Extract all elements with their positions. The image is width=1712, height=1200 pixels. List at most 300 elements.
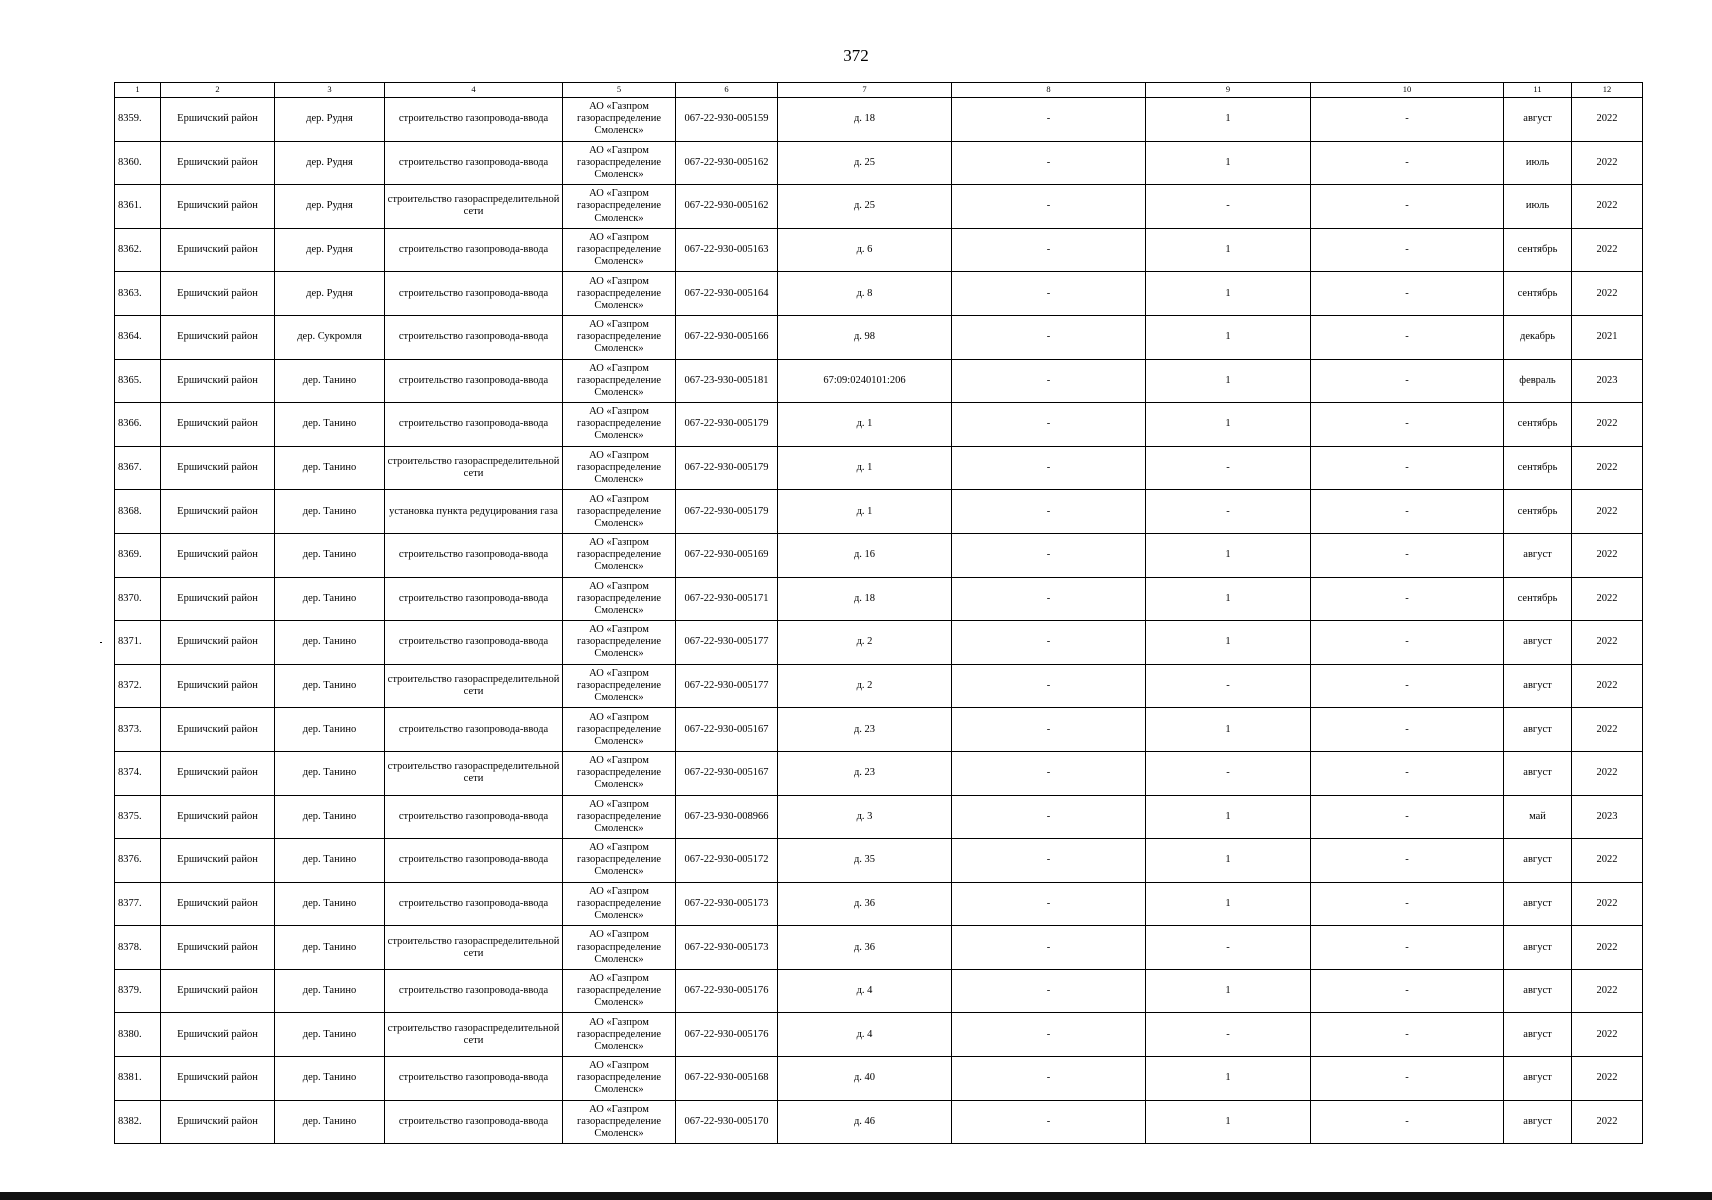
table-cell-col-11: сентябрь (1504, 446, 1572, 490)
table-cell-col-3: дер. Танино (275, 882, 385, 926)
table-cell-col-9: - (1146, 185, 1311, 229)
registry-table (114, 82, 1643, 1144)
table-cell-col-1: 8362. (115, 228, 161, 272)
column-header-3: 3 (275, 83, 385, 98)
table-cell-col-6: 067-22-930-005176 (676, 1013, 778, 1057)
table-cell-col-12: 2022 (1572, 751, 1643, 795)
table-cell-col-9: 1 (1146, 708, 1311, 752)
table-cell-col-2: Ершичский район (161, 577, 275, 621)
table-cell-col-12: 2022 (1572, 621, 1643, 665)
table-row (115, 839, 1643, 883)
table-cell-col-12: 2022 (1572, 98, 1643, 142)
table-cell-col-2: Ершичский район (161, 228, 275, 272)
table-cell-col-10: - (1311, 141, 1504, 185)
table-cell-col-8: - (952, 141, 1146, 185)
table-cell-col-10: - (1311, 577, 1504, 621)
table-cell-col-4: строительство газораспределительной сети (385, 446, 563, 490)
table-cell-col-10: - (1311, 621, 1504, 665)
table-row (115, 185, 1643, 229)
table-cell-col-4: строительство газопровода-ввода (385, 795, 563, 839)
table-cell-col-6: 067-22-930-005171 (676, 577, 778, 621)
table-cell-col-10: - (1311, 882, 1504, 926)
table-cell-col-4: строительство газопровода-ввода (385, 315, 563, 359)
table-cell-col-11: август (1504, 839, 1572, 883)
table-row (115, 751, 1643, 795)
table-cell-col-3: дер. Рудня (275, 228, 385, 272)
table-cell-col-10: - (1311, 228, 1504, 272)
table-cell-col-9: 1 (1146, 359, 1311, 403)
table-cell-col-8: - (952, 533, 1146, 577)
table-cell-col-12: 2022 (1572, 490, 1643, 534)
table-cell-col-11: август (1504, 621, 1572, 665)
table-cell-col-11: февраль (1504, 359, 1572, 403)
table-cell-col-6: 067-23-930-008966 (676, 795, 778, 839)
column-header-9: 9 (1146, 83, 1311, 98)
table-cell-col-7: д. 1 (778, 490, 952, 534)
table-cell-col-6: 067-22-930-005164 (676, 272, 778, 316)
column-header-2: 2 (161, 83, 275, 98)
table-cell-col-6: 067-22-930-005179 (676, 446, 778, 490)
table-cell-col-10: - (1311, 751, 1504, 795)
table-cell-col-2: Ершичский район (161, 490, 275, 534)
table-cell-col-4: строительство газопровода-ввода (385, 882, 563, 926)
table-cell-col-5: АО «Газпром газораспределение Смоленск» (563, 969, 676, 1013)
table-cell-col-1: 8365. (115, 359, 161, 403)
table-cell-col-12: 2022 (1572, 141, 1643, 185)
table-cell-col-3: дер. Сукромля (275, 315, 385, 359)
table-cell-col-2: Ершичский район (161, 446, 275, 490)
table-cell-col-2: Ершичский район (161, 1057, 275, 1101)
table-cell-col-10: - (1311, 490, 1504, 534)
table-cell-col-6: 067-22-930-005177 (676, 621, 778, 665)
table-cell-col-3: дер. Танино (275, 359, 385, 403)
table-cell-col-7: д. 25 (778, 141, 952, 185)
table-cell-col-3: дер. Рудня (275, 141, 385, 185)
table-cell-col-11: август (1504, 533, 1572, 577)
table-cell-col-8: - (952, 926, 1146, 970)
table-row (115, 664, 1643, 708)
table-row (115, 490, 1643, 534)
table-cell-col-7: д. 6 (778, 228, 952, 272)
table-cell-col-6: 067-22-930-005173 (676, 926, 778, 970)
table-body (115, 98, 1643, 1144)
table-cell-col-12: 2022 (1572, 577, 1643, 621)
table-cell-col-9: 1 (1146, 403, 1311, 447)
table-cell-col-5: АО «Газпром газораспределение Смоленск» (563, 882, 676, 926)
table-cell-col-3: дер. Танино (275, 926, 385, 970)
table-cell-col-11: май (1504, 795, 1572, 839)
table-cell-col-2: Ершичский район (161, 621, 275, 665)
table-row (115, 403, 1643, 447)
table-cell-col-7: д. 4 (778, 1013, 952, 1057)
table-cell-col-6: 067-22-930-005168 (676, 1057, 778, 1101)
table-cell-col-9: 1 (1146, 1057, 1311, 1101)
table-cell-col-10: - (1311, 708, 1504, 752)
table-cell-col-2: Ершичский район (161, 272, 275, 316)
table-cell-col-6: 067-22-930-005166 (676, 315, 778, 359)
table-cell-col-1: 8372. (115, 664, 161, 708)
table-cell-col-11: август (1504, 1100, 1572, 1144)
table-cell-col-1: 8374. (115, 751, 161, 795)
table-cell-col-7: д. 1 (778, 446, 952, 490)
table-cell-col-4: строительство газопровода-ввода (385, 272, 563, 316)
table-cell-col-7: д. 18 (778, 98, 952, 142)
table-cell-col-7: 67:09:0240101:206 (778, 359, 952, 403)
table-cell-col-1: 8380. (115, 1013, 161, 1057)
table-cell-col-10: - (1311, 446, 1504, 490)
table-cell-col-9: 1 (1146, 228, 1311, 272)
table-cell-col-6: 067-22-930-005177 (676, 664, 778, 708)
table-cell-col-9: 1 (1146, 533, 1311, 577)
table-cell-col-8: - (952, 795, 1146, 839)
table-cell-col-12: 2022 (1572, 446, 1643, 490)
table-cell-col-6: 067-22-930-005169 (676, 533, 778, 577)
table-cell-col-8: - (952, 403, 1146, 447)
table-cell-col-7: д. 98 (778, 315, 952, 359)
table-cell-col-2: Ершичский район (161, 969, 275, 1013)
table-cell-col-1: 8379. (115, 969, 161, 1013)
table-cell-col-11: август (1504, 708, 1572, 752)
table-cell-col-9: 1 (1146, 577, 1311, 621)
table-cell-col-10: - (1311, 1013, 1504, 1057)
table-cell-col-5: АО «Газпром газораспределение Смоленск» (563, 664, 676, 708)
table-cell-col-12: 2022 (1572, 839, 1643, 883)
table-cell-col-4: строительство газораспределительной сети (385, 1013, 563, 1057)
table-cell-col-4: строительство газопровода-ввода (385, 577, 563, 621)
table-cell-col-2: Ершичский район (161, 708, 275, 752)
table-cell-col-8: - (952, 577, 1146, 621)
table-cell-col-12: 2022 (1572, 533, 1643, 577)
table-cell-col-10: - (1311, 315, 1504, 359)
table-cell-col-5: АО «Газпром газораспределение Смоленск» (563, 272, 676, 316)
table-cell-col-3: дер. Танино (275, 1100, 385, 1144)
column-header-5: 5 (563, 83, 676, 98)
table-cell-col-3: дер. Рудня (275, 98, 385, 142)
table-cell-col-1: 8378. (115, 926, 161, 970)
table-cell-col-8: - (952, 1100, 1146, 1144)
table-cell-col-5: АО «Газпром газораспределение Смоленск» (563, 359, 676, 403)
table-cell-col-7: д. 25 (778, 185, 952, 229)
table-cell-col-2: Ершичский район (161, 882, 275, 926)
table-cell-col-3: дер. Танино (275, 446, 385, 490)
table-cell-col-9: 1 (1146, 1100, 1311, 1144)
table-cell-col-1: 8369. (115, 533, 161, 577)
table-cell-col-3: дер. Танино (275, 1013, 385, 1057)
table-cell-col-4: строительство газопровода-ввода (385, 1057, 563, 1101)
table-cell-col-2: Ершичский район (161, 1013, 275, 1057)
table-cell-col-12: 2022 (1572, 1057, 1643, 1101)
table-cell-col-5: АО «Газпром газораспределение Смоленск» (563, 1013, 676, 1057)
table-cell-col-8: - (952, 315, 1146, 359)
table-cell-col-11: август (1504, 969, 1572, 1013)
table-cell-col-7: д. 8 (778, 272, 952, 316)
table-cell-col-8: - (952, 228, 1146, 272)
table-cell-col-3: дер. Танино (275, 664, 385, 708)
table-cell-col-8: - (952, 1013, 1146, 1057)
table-cell-col-8: - (952, 359, 1146, 403)
table-cell-col-1: 8375. (115, 795, 161, 839)
table-cell-col-11: август (1504, 98, 1572, 142)
table-cell-col-6: 067-22-930-005159 (676, 98, 778, 142)
table-cell-col-10: - (1311, 926, 1504, 970)
table-cell-col-12: 2023 (1572, 359, 1643, 403)
table-cell-col-10: - (1311, 795, 1504, 839)
table-cell-col-8: - (952, 98, 1146, 142)
table-cell-col-1: 8367. (115, 446, 161, 490)
table-cell-col-3: дер. Танино (275, 490, 385, 534)
table-row (115, 969, 1643, 1013)
table-row (115, 359, 1643, 403)
table-cell-col-2: Ершичский район (161, 664, 275, 708)
table-cell-col-3: дер. Танино (275, 621, 385, 665)
table-cell-col-1: 8368. (115, 490, 161, 534)
table-cell-col-4: строительство газопровода-ввода (385, 98, 563, 142)
table-cell-col-1: 8381. (115, 1057, 161, 1101)
table-cell-col-12: 2023 (1572, 795, 1643, 839)
table-cell-col-12: 2022 (1572, 272, 1643, 316)
table-cell-col-4: строительство газопровода-ввода (385, 1100, 563, 1144)
table-cell-col-9: - (1146, 1013, 1311, 1057)
table-cell-col-4: строительство газопровода-ввода (385, 969, 563, 1013)
table-cell-col-7: д. 18 (778, 577, 952, 621)
table-cell-col-5: АО «Газпром газораспределение Смоленск» (563, 795, 676, 839)
table-cell-col-4: строительство газопровода-ввода (385, 403, 563, 447)
table-cell-col-11: август (1504, 926, 1572, 970)
table-cell-col-3: дер. Танино (275, 708, 385, 752)
table-cell-col-7: д. 1 (778, 403, 952, 447)
table-cell-col-8: - (952, 751, 1146, 795)
table-row (115, 621, 1643, 665)
table-row (115, 141, 1643, 185)
table-header (115, 83, 1643, 98)
table-cell-col-5: АО «Газпром газораспределение Смоленск» (563, 708, 676, 752)
table-cell-col-10: - (1311, 272, 1504, 316)
table-cell-col-10: - (1311, 359, 1504, 403)
table-cell-col-1: 8364. (115, 315, 161, 359)
table-row (115, 926, 1643, 970)
table-cell-col-7: д. 16 (778, 533, 952, 577)
table-cell-col-1: 8361. (115, 185, 161, 229)
table-cell-col-11: сентябрь (1504, 490, 1572, 534)
table-cell-col-1: 8363. (115, 272, 161, 316)
table-cell-col-3: дер. Танино (275, 577, 385, 621)
table-cell-col-1: 8382. (115, 1100, 161, 1144)
table-cell-col-6: 067-22-930-005179 (676, 490, 778, 534)
table-cell-col-4: строительство газопровода-ввода (385, 708, 563, 752)
table-cell-col-6: 067-22-930-005163 (676, 228, 778, 272)
table-cell-col-10: - (1311, 185, 1504, 229)
table-row (115, 1057, 1643, 1101)
table-cell-col-5: АО «Газпром газораспределение Смоленск» (563, 751, 676, 795)
table-cell-col-7: д. 2 (778, 621, 952, 665)
table-cell-col-2: Ершичский район (161, 1100, 275, 1144)
table-cell-col-5: АО «Газпром газораспределение Смоленск» (563, 315, 676, 359)
table-cell-col-9: 1 (1146, 315, 1311, 359)
table-cell-col-5: АО «Газпром газораспределение Смоленск» (563, 839, 676, 883)
table-cell-col-2: Ершичский район (161, 403, 275, 447)
table-cell-col-3: дер. Танино (275, 795, 385, 839)
table-cell-col-3: дер. Рудня (275, 185, 385, 229)
table-row (115, 272, 1643, 316)
table-cell-col-8: - (952, 490, 1146, 534)
table-cell-col-9: 1 (1146, 795, 1311, 839)
table-cell-col-3: дер. Танино (275, 403, 385, 447)
table-cell-col-7: д. 40 (778, 1057, 952, 1101)
table-cell-col-8: - (952, 272, 1146, 316)
table-cell-col-10: - (1311, 98, 1504, 142)
table-cell-col-5: АО «Газпром газораспределение Смоленск» (563, 926, 676, 970)
table-cell-col-3: дер. Танино (275, 969, 385, 1013)
table-cell-col-6: 067-23-930-005181 (676, 359, 778, 403)
scan-mark (100, 642, 102, 643)
table-cell-col-12: 2022 (1572, 926, 1643, 970)
table-cell-col-9: 1 (1146, 272, 1311, 316)
table-row (115, 98, 1643, 142)
table-cell-col-1: 8376. (115, 839, 161, 883)
table-cell-col-10: - (1311, 1100, 1504, 1144)
table-cell-col-1: 8359. (115, 98, 161, 142)
column-header-4: 4 (385, 83, 563, 98)
table-cell-col-10: - (1311, 1057, 1504, 1101)
table-cell-col-5: АО «Газпром газораспределение Смоленск» (563, 533, 676, 577)
table-cell-col-5: АО «Газпром газораспределение Смоленск» (563, 577, 676, 621)
table-cell-col-5: АО «Газпром газораспределение Смоленск» (563, 490, 676, 534)
table-cell-col-9: 1 (1146, 621, 1311, 665)
table-cell-col-5: АО «Газпром газораспределение Смоленск» (563, 1100, 676, 1144)
table-cell-col-5: АО «Газпром газораспределение Смоленск» (563, 141, 676, 185)
column-header-6: 6 (676, 83, 778, 98)
table-cell-col-12: 2022 (1572, 1100, 1643, 1144)
table-cell-col-1: 8371. (115, 621, 161, 665)
table-cell-col-12: 2022 (1572, 882, 1643, 926)
table-row (115, 228, 1643, 272)
table-cell-col-3: дер. Танино (275, 839, 385, 883)
table-cell-col-10: - (1311, 664, 1504, 708)
table-cell-col-6: 067-22-930-005162 (676, 141, 778, 185)
table-cell-col-8: - (952, 708, 1146, 752)
table-cell-col-7: д. 35 (778, 839, 952, 883)
table-cell-col-5: АО «Газпром газораспределение Смоленск» (563, 1057, 676, 1101)
table-cell-col-11: сентябрь (1504, 228, 1572, 272)
table-row (115, 533, 1643, 577)
table-cell-col-8: - (952, 664, 1146, 708)
table-cell-col-11: декабрь (1504, 315, 1572, 359)
column-header-1: 1 (115, 83, 161, 98)
table-row (115, 1100, 1643, 1144)
table-cell-col-2: Ершичский район (161, 795, 275, 839)
table-cell-col-12: 2022 (1572, 403, 1643, 447)
table-cell-col-9: 1 (1146, 141, 1311, 185)
table-row (115, 795, 1643, 839)
table-cell-col-9: - (1146, 751, 1311, 795)
table-cell-col-7: д. 23 (778, 708, 952, 752)
table-cell-col-1: 8360. (115, 141, 161, 185)
table-cell-col-11: сентябрь (1504, 272, 1572, 316)
table-cell-col-5: АО «Газпром газораспределение Смоленск» (563, 228, 676, 272)
table-cell-col-5: АО «Газпром газораспределение Смоленск» (563, 403, 676, 447)
table-cell-col-3: дер. Танино (275, 533, 385, 577)
table-cell-col-12: 2022 (1572, 1013, 1643, 1057)
table-cell-col-8: - (952, 621, 1146, 665)
table-cell-col-7: д. 36 (778, 926, 952, 970)
table-row (115, 315, 1643, 359)
table-cell-col-2: Ершичский район (161, 185, 275, 229)
table-cell-col-12: 2022 (1572, 228, 1643, 272)
table-cell-col-11: июль (1504, 141, 1572, 185)
table-cell-col-8: - (952, 882, 1146, 926)
table-cell-col-11: август (1504, 882, 1572, 926)
table-cell-col-12: 2022 (1572, 664, 1643, 708)
table-cell-col-11: август (1504, 751, 1572, 795)
table-cell-col-4: строительство газораспределительной сети (385, 926, 563, 970)
table-cell-col-2: Ершичский район (161, 533, 275, 577)
table-cell-col-6: 067-22-930-005167 (676, 708, 778, 752)
table-cell-col-11: сентябрь (1504, 577, 1572, 621)
table-cell-col-4: строительство газопровода-ввода (385, 141, 563, 185)
table-cell-col-1: 8370. (115, 577, 161, 621)
table-cell-col-2: Ершичский район (161, 359, 275, 403)
header-row (115, 83, 1643, 98)
column-header-12: 12 (1572, 83, 1643, 98)
table-cell-col-5: АО «Газпром газораспределение Смоленск» (563, 446, 676, 490)
table-cell-col-3: дер. Рудня (275, 272, 385, 316)
table-cell-col-1: 8377. (115, 882, 161, 926)
table-cell-col-9: 1 (1146, 969, 1311, 1013)
table-cell-col-4: установка пункта редуцирования газа (385, 490, 563, 534)
table-cell-col-10: - (1311, 839, 1504, 883)
table-cell-col-3: дер. Танино (275, 1057, 385, 1101)
table-cell-col-1: 8373. (115, 708, 161, 752)
table-cell-col-6: 067-22-930-005162 (676, 185, 778, 229)
table-cell-col-7: д. 4 (778, 969, 952, 1013)
table-cell-col-9: 1 (1146, 882, 1311, 926)
table-cell-col-6: 067-22-930-005176 (676, 969, 778, 1013)
column-header-10: 10 (1311, 83, 1504, 98)
table-cell-col-8: - (952, 446, 1146, 490)
column-header-11: 11 (1504, 83, 1572, 98)
table-cell-col-3: дер. Танино (275, 751, 385, 795)
table-cell-col-10: - (1311, 403, 1504, 447)
table-cell-col-8: - (952, 839, 1146, 883)
table-row (115, 577, 1643, 621)
table-row (115, 708, 1643, 752)
table-cell-col-2: Ершичский район (161, 315, 275, 359)
table-cell-col-12: 2022 (1572, 708, 1643, 752)
column-header-8: 8 (952, 83, 1146, 98)
table-cell-col-10: - (1311, 969, 1504, 1013)
table-cell-col-6: 067-22-930-005179 (676, 403, 778, 447)
table-cell-col-7: д. 3 (778, 795, 952, 839)
table-cell-col-9: 1 (1146, 98, 1311, 142)
table-cell-col-11: август (1504, 664, 1572, 708)
table-cell-col-6: 067-22-930-005167 (676, 751, 778, 795)
table-cell-col-11: август (1504, 1013, 1572, 1057)
table-cell-col-2: Ершичский район (161, 839, 275, 883)
table-cell-col-4: строительство газораспределительной сети (385, 751, 563, 795)
table-cell-col-4: строительство газопровода-ввода (385, 359, 563, 403)
table-cell-col-11: июль (1504, 185, 1572, 229)
table-row (115, 1013, 1643, 1057)
table-cell-col-5: АО «Газпром газораспределение Смоленск» (563, 98, 676, 142)
table-cell-col-12: 2021 (1572, 315, 1643, 359)
table-cell-col-5: АО «Газпром газораспределение Смоленск» (563, 621, 676, 665)
table-cell-col-12: 2022 (1572, 185, 1643, 229)
table-cell-col-9: - (1146, 926, 1311, 970)
table-row (115, 446, 1643, 490)
table-cell-col-4: строительство газопровода-ввода (385, 839, 563, 883)
table-cell-col-9: - (1146, 490, 1311, 534)
column-header-7: 7 (778, 83, 952, 98)
